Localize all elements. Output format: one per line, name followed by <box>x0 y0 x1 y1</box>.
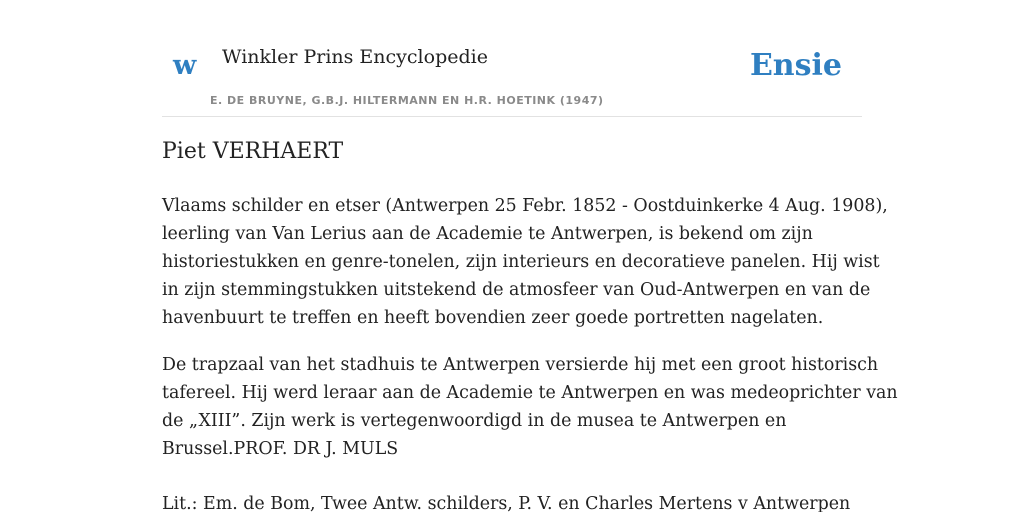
paragraph-line: Lit.: Em. de Bom, Twee Antw. schilders, P. V. en Charles Mertens v Antwerpen <box>162 494 851 512</box>
paragraph-line: tafereel. Hij werd leraar aan de Academie te Antwerpen en was medeoprichter van <box>162 383 898 403</box>
article-literature <box>162 490 862 512</box>
encyclopedia-title-link[interactable]: Winkler Prins Encyclopedie <box>222 46 488 68</box>
paragraph-line: in zijn stemmingstukken uitstekend de atmosfeer van Oud-Antwerpen en van de <box>162 280 871 300</box>
ensie-logo[interactable]: Ensie <box>749 48 842 83</box>
site-header <box>162 0 862 117</box>
paragraph-line: Vlaams schilder en etser (Antwerpen 25 Febr. 1852 - Oostduinkerke 4 Aug. 1908), <box>162 196 888 216</box>
article-paragraph-2 <box>162 351 898 463</box>
article-paragraph-1 <box>162 192 888 332</box>
paragraph-line: havenbuurt te treffen en heeft bovendien zeer goede portretten nagelaten. <box>162 308 824 328</box>
encyclopedia-authors: E. DE BRUYNE, G.B.J. HILTERMANN EN H.R. HOETINK (1947) <box>210 94 604 107</box>
paragraph-line: De trapzaal van het stadhuis te Antwerpen versierde hij met een groot historisch <box>162 355 879 375</box>
article-title: Piet VERHAERT <box>162 139 344 164</box>
winkler-prins-logo[interactable]: w <box>173 50 197 81</box>
paragraph-line: historiestukken en genre-tonelen, zijn interieurs en decoratieve panelen. Hij wist <box>162 252 880 272</box>
paragraph-line: de „XIII”. Zijn werk is vertegenwoordigd in de musea te Antwerpen en <box>162 411 787 431</box>
paragraph-line: leerling van Van Lerius aan de Academie te Antwerpen, is bekend om zijn <box>162 224 813 244</box>
paragraph-line: Brussel.PROF. DR J. MULS <box>162 439 399 459</box>
